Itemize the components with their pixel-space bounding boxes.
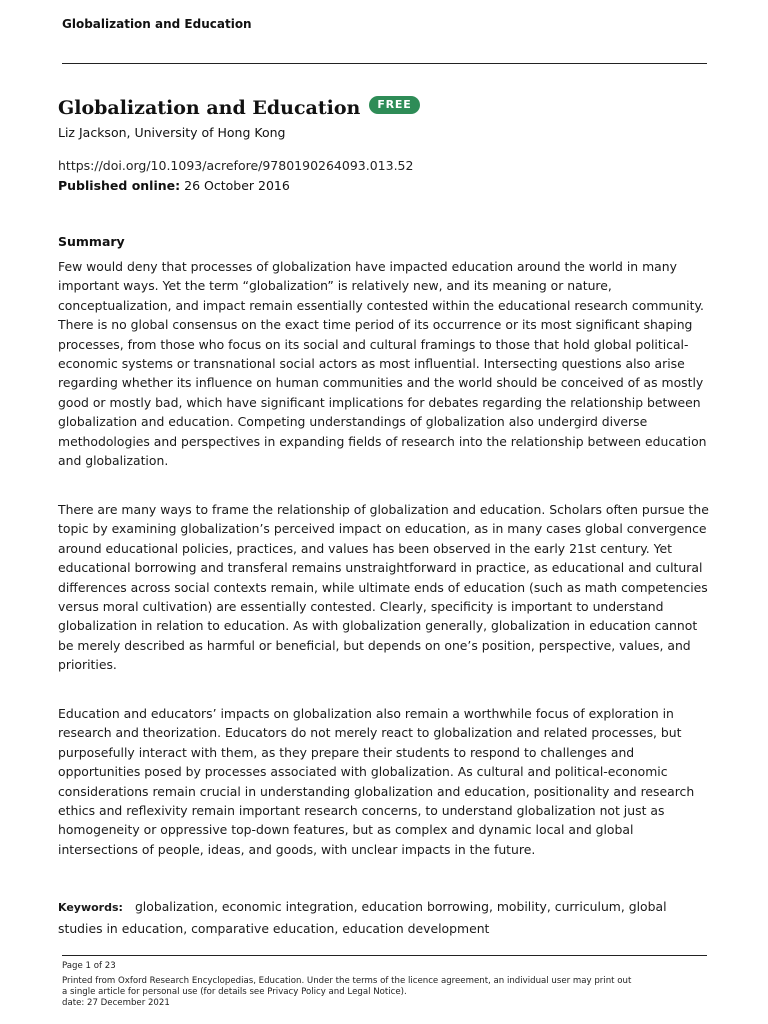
- page-number: Page 1 of 23: [62, 961, 116, 971]
- free-badge: FREE: [369, 96, 419, 114]
- summary-paragraph-2: There are many ways to frame the relationship of globalization and education. Scholars often pursue the topic by examining globalization’s perceived impact on education, as in many cases global convergence around educational policies, practices, and values has been observed in the early 21st century. Yet educational borrowing and transferal remains unstraightforward in practice, as educational and cultural differences across social contexts remain, while ultimate ends of education (such as math competencies versus moral cultivation) are essentially contested. Clearly, specificity is important to understand globalization in relation to education. As with globalization generally, globalization in education cannot be merely described as harmful or beneficial, but depends on one’s position, perspective, values, and priorities.: [58, 502, 709, 673]
- keywords-list[interactable]: globalization, economic integration, education borrowing, mobility, curriculum, global studies in education, comparative education, education development: [58, 899, 667, 936]
- doi-link[interactable]: https://doi.org/10.1093/acrefore/9780190264093.013.52: [58, 158, 414, 173]
- top-divider: [62, 63, 707, 64]
- footer-notice-line-2: a single article for personal use (for details see Privacy Policy and Legal Notice).: [62, 987, 407, 997]
- footer-date: date: 27 December 2021: [62, 998, 170, 1008]
- summary-paragraph-1: Few would deny that processes of globalization have impacted education around the world in many important ways. Yet the term “globalization” is relatively new, and its meaning or nature, conceptualization, and impact remain essentially contested within the educational research community. There is no global consensus on the exact time period of its occurrence or its most significant shaping processes, from those who focus on its social and cultural framings to those that hold global political-economic systems or transnational social actors as most influential. Intersecting questions also arise regarding whether its influence on human communities and the world should be conceived of as mostly good or mostly bad, which have significant implications for debates regarding the relationship between globalization and education. Competing understandings of globalization also undergird diverse methodologies and perspectives in expanding fields of research into the relationship between education and globalization.: [58, 259, 707, 469]
- published-line: [58, 178, 290, 193]
- running-head: Globalization and Education: [62, 17, 252, 31]
- print-footer: [62, 961, 707, 1009]
- summary-heading: Summary: [58, 234, 125, 249]
- article-title-row: [58, 97, 420, 119]
- published-date: 26 October 2016: [184, 178, 290, 193]
- author-line[interactable]: Liz Jackson, University of Hong Kong: [58, 125, 286, 140]
- published-label: Published online:: [58, 178, 181, 193]
- keywords-label: Keywords:: [58, 901, 123, 914]
- keywords-block: [58, 896, 708, 939]
- summary-paragraph-3: Education and educators’ impacts on globalization also remain a worthwhile focus of exploration in research and theorization. Educators do not merely react to globalization and related processes, but purposefully interact with them, as they prepare their students to respond to challenges and opportunities posed by processes associated with globalization. As cultural and political-economic considerations remain crucial in understanding globalization and education, positionality and research ethics and reflexivity remain important research concerns, to understand globalization not just as homogeneity or oppressive top-down features, but as complex and dynamic local and global intersections of people, ideas, and goods, with unclear impacts in the future.: [58, 706, 695, 857]
- footer-divider: [62, 955, 707, 956]
- article-title: Globalization and Education: [58, 97, 361, 119]
- footer-notice-line-1: Printed from Oxford Research Encyclopedias, Education. Under the terms of the licence agreement, an individual user may print out: [62, 976, 632, 986]
